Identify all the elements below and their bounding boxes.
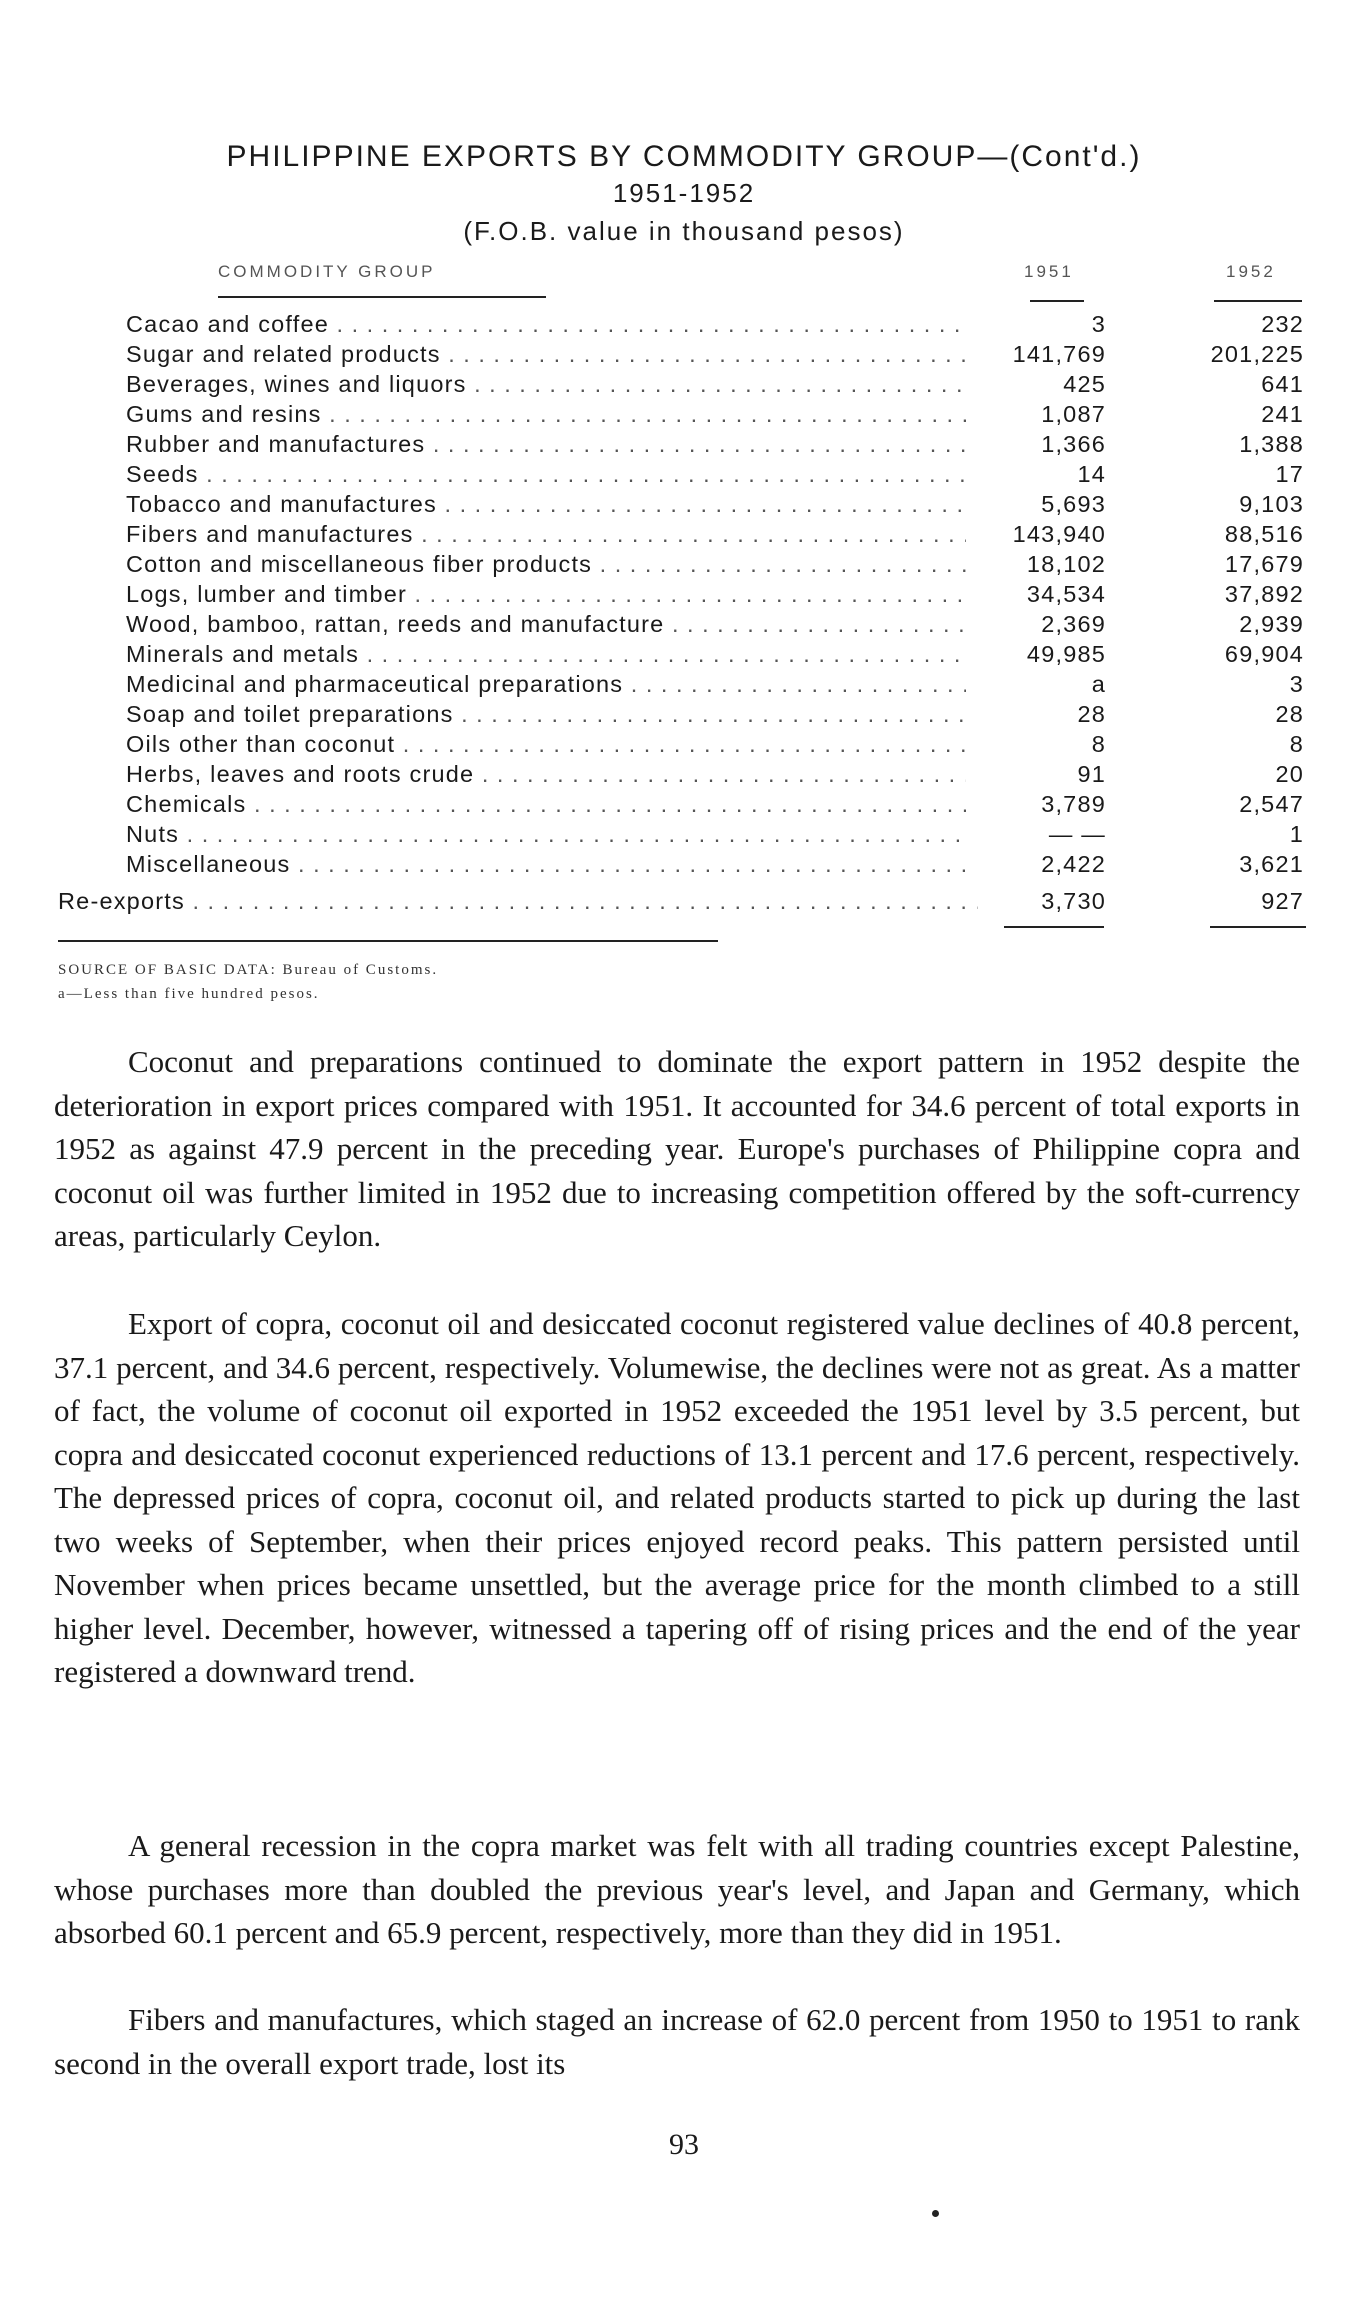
- table-row: [0, 431, 1368, 461]
- table-row-reexports: [0, 888, 1368, 918]
- value-1952: 201,225: [1210, 341, 1304, 367]
- commodity-label: Cacao and coffee . . .: [126, 311, 966, 338]
- value-1951: 91: [1077, 761, 1106, 787]
- value-1952: 232: [1261, 311, 1304, 337]
- value-1951: — —: [1048, 821, 1106, 847]
- rule-1952-total: [1210, 926, 1306, 928]
- table-footnote: a—Less than five hundred pesos.: [58, 986, 320, 1002]
- value-1951: 425: [1063, 371, 1106, 397]
- table-row: [0, 551, 1368, 581]
- value-1951: 3,730: [1041, 888, 1106, 914]
- table-title: PHILIPPINE EXPORTS BY COMMODITY GROUP—(Cont'd.): [226, 140, 1142, 173]
- stray-mark: [932, 2210, 939, 2217]
- header-underline-commodity: [218, 296, 546, 298]
- value-1952: 20: [1275, 761, 1304, 787]
- value-1952: 17,679: [1224, 551, 1304, 577]
- value-1951: 1,087: [1041, 401, 1106, 427]
- commodity-label: Chemicals . . .: [126, 791, 966, 818]
- table-unit-note: (F.O.B. value in thousand pesos): [463, 216, 905, 246]
- value-1951: 1,366: [1041, 431, 1106, 457]
- value-1951: 143,940: [1012, 521, 1106, 547]
- commodity-label: Miscellaneous . . .: [126, 851, 966, 878]
- value-1952: 2,547: [1239, 791, 1304, 817]
- commodity-label: Wood, bamboo, rattan, reeds and manufacture . . .: [126, 611, 966, 638]
- value-1951: 34,534: [1026, 581, 1106, 607]
- table-bottom-rule: [58, 940, 718, 942]
- value-1952: 17: [1275, 461, 1304, 487]
- body-paragraph: A general recession in the copra market was felt with all trading countries except Palestine, whose purchases more than doubled the previous year's level, and Japan and Germany, which absorbed 60.1 percent and 65.9 percent, respectively, more than they did in 1951.: [54, 1828, 1300, 1950]
- commodity-label: Rubber and manufactures . . .: [126, 431, 966, 458]
- table-source-note: SOURCE OF BASIC DATA: Bureau of Customs.: [58, 962, 439, 978]
- value-1951: 18,102: [1026, 551, 1106, 577]
- value-1952: 8: [1289, 731, 1304, 757]
- value-1951: 49,985: [1026, 641, 1106, 667]
- body-paragraph: Coconut and preparations continued to dominate the export pattern in 1952 despite the deterioration in export prices compared with 1951. It accounted for 34.6 percent of total exports in 1952 as against 47.9 percent in the preceding year. Europe's purchases of Philippine copra and coconut oil was further limited in 1952 due to increasing competition offered by the soft-currency areas, particularly Ceylon.: [54, 1044, 1300, 1253]
- commodity-label: Seeds . . .: [126, 461, 966, 488]
- value-1952: 2,939: [1239, 611, 1304, 637]
- value-1951: a: [1091, 671, 1106, 697]
- value-1952: 37,892: [1224, 581, 1304, 607]
- value-1951: 14: [1077, 461, 1106, 487]
- value-1952: 1,388: [1239, 431, 1304, 457]
- value-1952: 88,516: [1224, 521, 1304, 547]
- commodity-label: Soap and toilet preparations . . .: [126, 701, 966, 728]
- table-row: [0, 701, 1368, 731]
- commodity-label: Nuts . . .: [126, 821, 966, 848]
- value-1952: 9,103: [1239, 491, 1304, 517]
- table-row: [0, 461, 1368, 491]
- column-header-1952: 1952: [1226, 262, 1276, 281]
- value-1951: 8: [1091, 731, 1106, 757]
- table-row: [0, 731, 1368, 761]
- value-1952: 69,904: [1224, 641, 1304, 667]
- value-1952: 927: [1261, 888, 1304, 914]
- value-1951: 5,693: [1041, 491, 1106, 517]
- body-paragraph: Export of copra, coconut oil and desiccated coconut registered value declines of 40.8 percent, 37.1 percent, and 34.6 percent, respectively. Volumewise, the declines were not as great. As a matter of fact, the volume of coconut oil exported in 1952 exceeded the 1951 level by 3.5 percent, but copra and desiccated coconut experienced reductions of 13.1 percent and 17.6 percent, respectively. The depressed prices of copra, coconut oil, and related products started to pick up during the last two weeks of September, when their prices enjoyed record peaks. This pattern persisted until November when prices became unsettled, but the average price for the month climbed to a still higher level. December, however, witnessed a tapering off of rising prices and the end of the year registered a downward trend.: [54, 1306, 1300, 1689]
- value-1952: 241: [1261, 401, 1304, 427]
- table-row: [0, 791, 1368, 821]
- table-years: 1951-1952: [612, 178, 756, 208]
- commodity-label: Oils other than coconut . . .: [126, 731, 966, 758]
- table-row: [0, 491, 1368, 521]
- value-1952: 3: [1289, 671, 1304, 697]
- commodity-label: Logs, lumber and timber . . .: [126, 581, 966, 608]
- commodity-label: Sugar and related products . . .: [126, 341, 966, 368]
- commodity-label: Fibers and manufactures . . .: [126, 521, 966, 548]
- table-row: [0, 851, 1368, 881]
- table-row: [0, 761, 1368, 791]
- value-1951: 2,369: [1041, 611, 1106, 637]
- header-underline-1952: [1214, 300, 1302, 302]
- commodity-label: Cotton and miscellaneous fiber products . . .: [126, 551, 966, 578]
- value-1951: 141,769: [1012, 341, 1106, 367]
- value-1951: 3,789: [1041, 791, 1106, 817]
- table-row: [0, 371, 1368, 401]
- header-underline-1951: [1030, 300, 1084, 302]
- rule-1951-total: [1004, 926, 1104, 928]
- commodity-label: Tobacco and manufactures . . .: [126, 491, 966, 518]
- value-1952: 641: [1261, 371, 1304, 397]
- commodity-label: Medicinal and pharmaceutical preparations . . .: [126, 671, 966, 698]
- commodity-label: Herbs, leaves and roots crude . . .: [126, 761, 966, 788]
- table-row: [0, 401, 1368, 431]
- table-row: [0, 641, 1368, 671]
- reexports-label: Re-exports . . .: [58, 888, 978, 915]
- table-row: [0, 821, 1368, 851]
- table-row: [0, 611, 1368, 641]
- table-row: [0, 581, 1368, 611]
- value-1951: 28: [1077, 701, 1106, 727]
- value-1952: 28: [1275, 701, 1304, 727]
- table-row: [0, 521, 1368, 551]
- column-header-1951: 1951: [1024, 262, 1074, 281]
- page-number: 93: [669, 2128, 699, 2161]
- commodity-label: Beverages, wines and liquors . . .: [126, 371, 966, 398]
- table-row: [0, 671, 1368, 701]
- table-row: [0, 311, 1368, 341]
- commodity-label: Minerals and metals . . .: [126, 641, 966, 668]
- column-header-commodity: COMMODITY GROUP: [218, 262, 436, 281]
- value-1952: 1: [1289, 821, 1304, 847]
- body-paragraph: Fibers and manufactures, which staged an increase of 62.0 percent from 1950 to 1951 to rank second in the overall export trade, lost its: [54, 2002, 1300, 2081]
- table-row: [0, 341, 1368, 371]
- value-1951: 3: [1091, 311, 1106, 337]
- value-1951: 2,422: [1041, 851, 1106, 877]
- value-1952: 3,621: [1239, 851, 1304, 877]
- commodity-label: Gums and resins . . .: [126, 401, 966, 428]
